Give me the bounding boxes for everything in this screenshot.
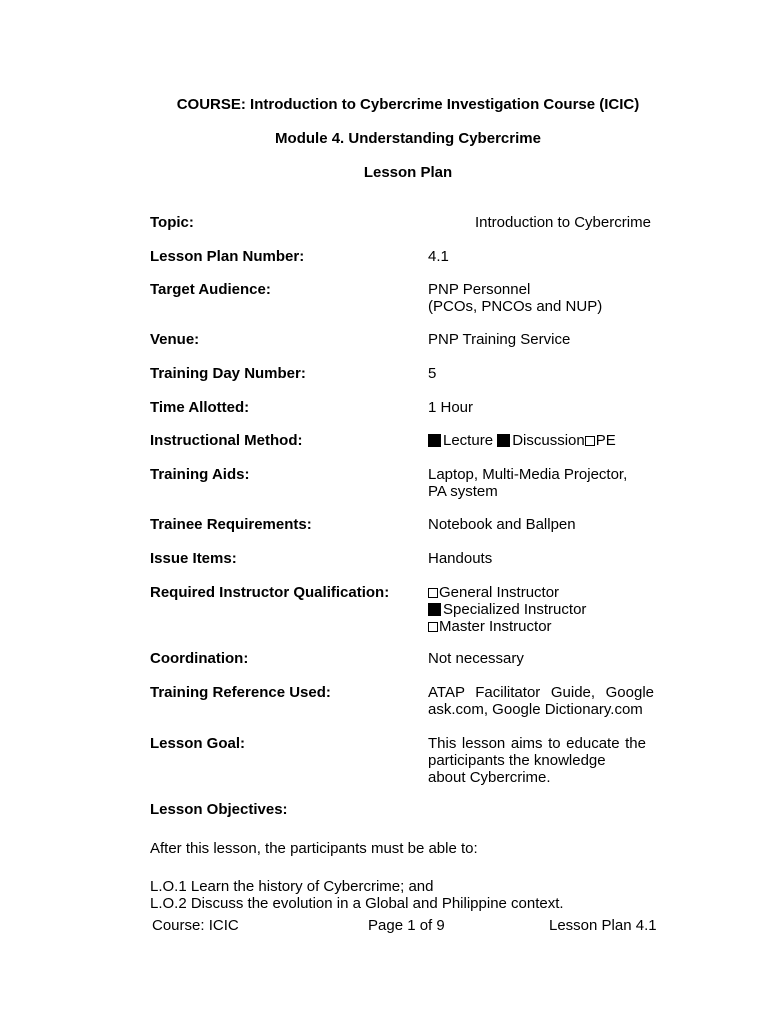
list-item: L.O.1 Learn the history of Cybercrime; and	[150, 878, 434, 895]
lesson-plan-number-value: 4.1	[428, 248, 449, 265]
issue-items-value: Handouts	[428, 550, 493, 567]
training-day-number-label: Training Day Number:	[150, 365, 306, 382]
checkbox-checked-icon	[428, 434, 441, 447]
training-reference-label: Training Reference Used:	[150, 684, 331, 701]
lesson-objectives-heading: Lesson Objectives:	[150, 801, 288, 818]
training-reference-line-1: ATAP Facilitator Guide, Google	[428, 684, 654, 701]
instructor-qualification-label: Required Instructor Qualification:	[150, 584, 390, 601]
lesson-objectives-list	[150, 878, 564, 912]
lesson-goal-line-3: about Cybercrime.	[428, 769, 551, 786]
module-title: Module 4. Understanding Cybercrime	[275, 130, 541, 147]
instructor-qualification-options	[428, 584, 660, 635]
target-audience-line-2: (PCOs, PNCOs and NUP)	[428, 298, 603, 315]
master-instructor-option[interactable]	[428, 618, 660, 635]
topic-label: Topic:	[150, 214, 194, 231]
lesson-goal-line-2: participants the knowledge	[428, 752, 606, 769]
footer-course: Course: ICIC	[152, 917, 239, 934]
training-reference-line-2: ask.com, Google Dictionary.com	[428, 701, 643, 718]
lecture-option-label: Lecture	[443, 432, 494, 449]
topic-value: Introduction to Cybercrime	[475, 214, 651, 231]
time-allotted-label: Time Allotted:	[150, 399, 250, 416]
venue-label: Venue:	[150, 331, 200, 348]
checkbox-checked-icon	[497, 434, 510, 447]
lesson-goal-label: Lesson Goal:	[150, 735, 246, 752]
venue-value: PNP Training Service	[428, 331, 571, 348]
document-type-title: Lesson Plan	[363, 164, 453, 181]
training-day-number-value: 5	[428, 365, 437, 382]
checkbox-unchecked-icon	[585, 436, 595, 446]
pe-option[interactable]	[585, 432, 616, 449]
footer-lesson-plan: Lesson Plan 4.1	[549, 917, 657, 934]
lesson-plan-number-label: Lesson Plan Number:	[150, 248, 305, 265]
target-audience-value	[428, 281, 660, 315]
discussion-option[interactable]	[497, 432, 585, 449]
master-instructor-label: Master Instructor	[439, 618, 552, 635]
training-aids-value	[428, 466, 660, 500]
footer-page-number: Page 1 of 9	[368, 917, 445, 934]
time-allotted-value: 1 Hour	[428, 399, 474, 416]
instructional-method-options	[428, 432, 660, 449]
lesson-objectives-intro: After this lesson, the participants must be able to:	[150, 840, 478, 857]
checkbox-unchecked-icon	[428, 588, 438, 598]
discussion-option-label: Discussion	[512, 432, 585, 449]
coordination-value: Not necessary	[428, 650, 524, 667]
trainee-requirements-value: Notebook and Ballpen	[428, 516, 576, 533]
pe-option-label: PE	[595, 432, 616, 449]
training-reference-value	[428, 684, 654, 718]
checkbox-unchecked-icon	[428, 622, 438, 632]
specialized-instructor-option[interactable]	[428, 601, 660, 618]
lesson-goal-line-1: This lesson aims to educate the	[428, 735, 646, 752]
course-title: COURSE: Introduction to Cybercrime Investigation Course (ICIC)	[176, 96, 640, 113]
list-item: L.O.2 Discuss the evolution in a Global and Philippine context.	[150, 895, 564, 912]
coordination-label: Coordination:	[150, 650, 249, 667]
trainee-requirements-label: Trainee Requirements:	[150, 516, 312, 533]
checkbox-checked-icon	[428, 603, 441, 616]
issue-items-label: Issue Items:	[150, 550, 237, 567]
target-audience-label: Target Audience:	[150, 281, 271, 298]
lecture-option[interactable]	[428, 432, 493, 449]
training-aids-label: Training Aids:	[150, 466, 250, 483]
training-aids-line-2: PA system	[428, 483, 498, 500]
target-audience-line-1: PNP Personnel	[428, 281, 531, 298]
lesson-goal-value	[428, 735, 646, 786]
specialized-instructor-label: Specialized Instructor	[443, 601, 587, 618]
general-instructor-label: General Instructor	[439, 584, 560, 601]
training-aids-line-1: Laptop, Multi-Media Projector,	[428, 466, 628, 483]
instructional-method-label: Instructional Method:	[150, 432, 303, 449]
general-instructor-option[interactable]	[428, 584, 660, 601]
